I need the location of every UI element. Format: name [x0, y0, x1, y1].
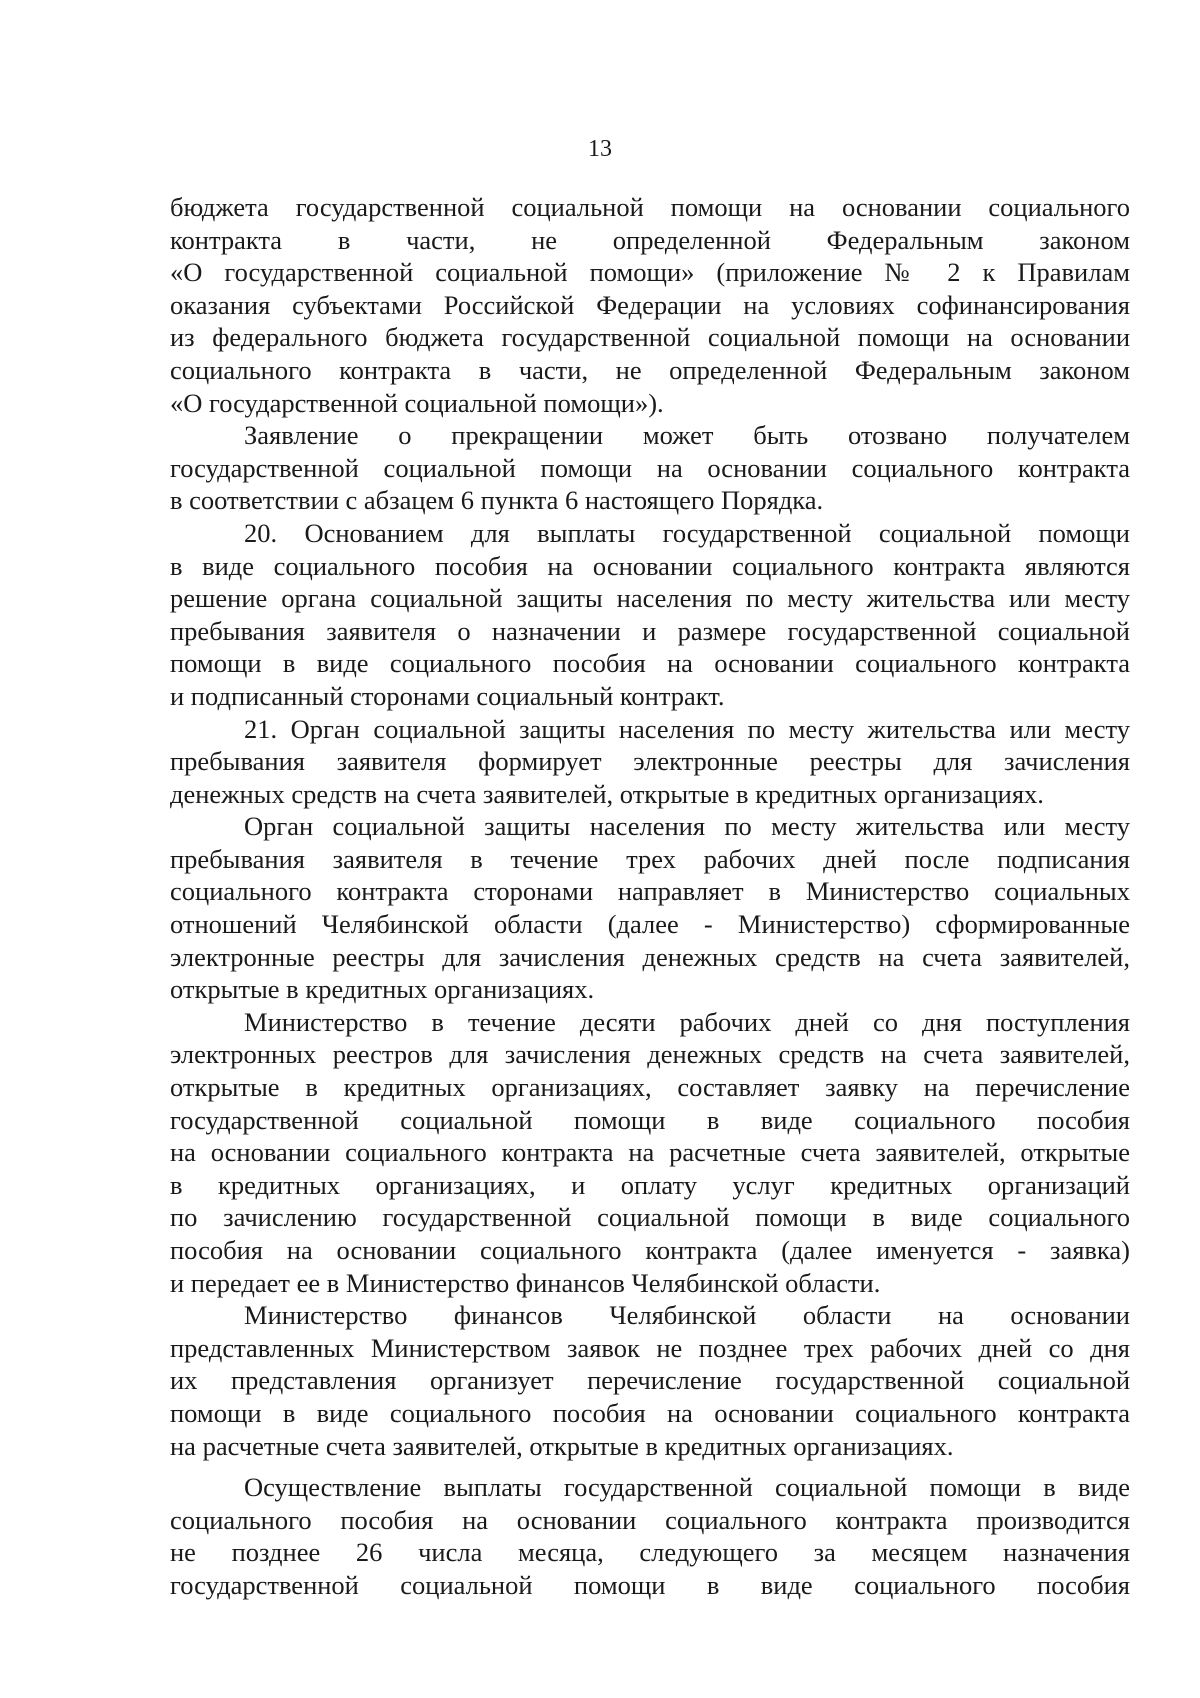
text-line: Министерство финансов Челябинской области на основании	[244, 1300, 1130, 1331]
text-line: контракта в части, не определенной Федеральным законом	[170, 224, 1130, 255]
paragraph	[170, 713, 1130, 811]
text-line: государственной социальной помощи в виде социального пособия	[170, 1569, 1130, 1600]
text-line: не позднее 26 числа месяца, следующего за месяцем назначения	[170, 1537, 1130, 1568]
text-line: представленных Министерством заявок не позднее трех рабочих дней со дня	[170, 1332, 1130, 1363]
text-line: в виде социального пособия на основании социального контракта являются	[170, 550, 1130, 581]
text-line: электронных реестров для зачисления денежных средств на счета заявителей,	[170, 1039, 1130, 1070]
paragraph	[170, 810, 1130, 1006]
text-line: 20. Основанием для выплаты государственной социальной помощи	[244, 517, 1130, 548]
text-line: и передает ее в Министерство финансов Челябинской области.	[170, 1267, 881, 1298]
paragraph	[170, 1006, 1130, 1299]
text-line: Осуществление выплаты государственной социальной помощи в виде	[244, 1472, 1130, 1503]
text-line: на основании социального контракта на расчетные счета заявителей, открытые	[170, 1137, 1130, 1168]
text-line: государственной социальной помощи в виде социального пособия	[170, 1104, 1130, 1135]
text-line: 21. Орган социальной защиты населения по месту жительства или месту	[244, 713, 1130, 744]
text-line: по зачислению государственной социальной помощи в виде социального	[170, 1202, 1130, 1233]
text-line: «О государственной социальной помощи» (приложение № 2 к Правилам	[170, 257, 1130, 288]
text-line: пребывания заявителя формирует электронные реестры для зачисления	[170, 746, 1130, 777]
text-line: и подписанный сторонами социальный контракт.	[170, 680, 725, 711]
text-line: пребывания заявителя в течение трех рабочих дней после подписания	[170, 843, 1130, 874]
text-line: из федерального бюджета государственной социальной помощи на основании	[170, 322, 1130, 353]
text-line: на расчетные счета заявителей, открытые в кредитных организациях.	[170, 1430, 954, 1461]
text-line: денежных средств на счета заявителей, открытые в кредитных организациях.	[170, 778, 1044, 809]
text-line: бюджета государственной социальной помощи на основании социального	[170, 192, 1130, 222]
paragraph	[170, 419, 1130, 517]
paragraph	[170, 191, 1130, 419]
text-line: оказания субъектами Российской Федерации на условиях софинансирования	[170, 289, 1130, 320]
text-line: в соответствии с абзацем 6 пункта 6 настоящего Порядка.	[170, 485, 824, 516]
text-line: помощи в виде социального пособия на основании социального контракта	[170, 648, 1130, 679]
text-line: в кредитных организациях, и оплату услуг кредитных организаций	[170, 1169, 1130, 1200]
text-line: помощи в виде социального пособия на основании социального контракта	[170, 1397, 1130, 1428]
text-line: решение органа социальной защиты населения по месту жительства или месту	[170, 583, 1130, 614]
text-line: пребывания заявителя о назначении и размере государственной социальной	[170, 615, 1130, 646]
text-line: открытые в кредитных организациях, составляет заявку на перечисление	[170, 1072, 1130, 1103]
text-line: Министерство в течение десяти рабочих дней со дня поступления	[244, 1006, 1130, 1037]
text-line: Заявление о прекращении может быть отозвано получателем	[244, 420, 1130, 451]
paragraph	[170, 517, 1130, 713]
text-line: социального контракта сторонами направляет в Министерство социальных	[170, 876, 1130, 907]
paragraph	[170, 1471, 1130, 1601]
paragraph	[170, 1299, 1130, 1462]
page-number: 13	[588, 136, 612, 162]
text-line: Орган социальной защиты населения по месту жительства или месту	[244, 811, 1130, 842]
text-line: социального пособия на основании социального контракта производится	[170, 1504, 1130, 1535]
text-line: открытые в кредитных организациях.	[170, 974, 595, 1005]
text-line: отношений Челябинской области (далее - Министерство) сформированные	[170, 909, 1130, 940]
text-line: пособия на основании социального контракта (далее именуется - заявка)	[170, 1235, 1130, 1265]
text-line: электронные реестры для зачисления денежных средств на счета заявителей,	[170, 941, 1130, 972]
text-line: «О государственной социальной помощи»).	[170, 387, 664, 418]
text-line: социального контракта в части, не определенной Федеральным законом	[170, 354, 1130, 385]
text-line: государственной социальной помощи на основании социального контракта	[170, 452, 1130, 483]
document-body	[170, 191, 1130, 1602]
text-line: их представления организует перечисление государственной социальной	[170, 1365, 1130, 1396]
